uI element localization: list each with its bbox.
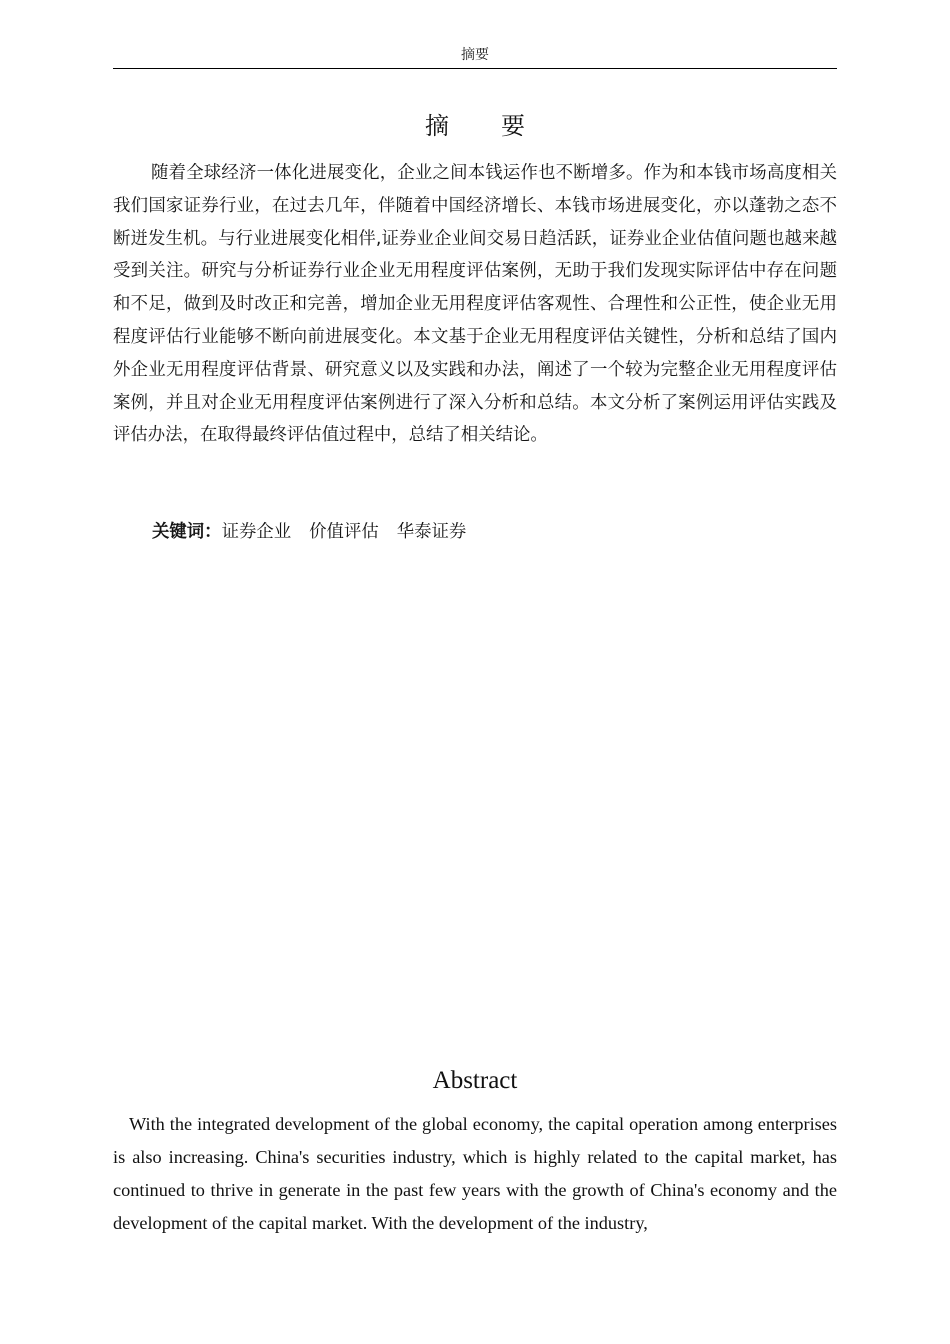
- abstract-en-title: Abstract: [432, 1067, 518, 1094]
- abstract-cn-title: 摘 要: [425, 112, 539, 140]
- keyword-item: 证券企业: [221, 522, 292, 542]
- keywords-line: [152, 517, 484, 547]
- keyword-item: 华泰证券: [396, 522, 467, 542]
- keyword-item: 价值评估: [309, 522, 379, 542]
- keywords-label: 关键词：: [152, 522, 222, 542]
- abstract-en-body: With the integrated development of the global economy, the capital operation among enterprises is also increasing. China's securities industry, which is highly related to the capital market, has continued to thrive in generate in the past few years with the growth of China's economy and the development of the capital market. With the development of the industry,: [113, 1114, 837, 1233]
- running-header: [113, 44, 837, 69]
- abstract-cn-body: 随着全球经济一体化进展变化，企业之间本钱运作也不断增多。作为和本钱市场高度相关我们国家证券行业，在过去几年，伴随着中国经济增长、本钱市场进展变化，亦以蓬勃之态不断迸发生机。与行业进展变化相伴,证券业企业间交易日趋活跃，证券业企业估值问题也越来越受到关注。研究与分析证券行业企业无用程度评估案例，无助于我们发现实际评估中存在问题和不足，做到及时改正和完善，增加企业无用程度评估客观性、合理性和公正性，使企业无用程度评估行业能够不断向前进展变化。本文基于企业无用程度评估关键性，分析和总结了国内外企业无用程度评估背景、研究意义以及实践和办法，阐述了一个较为完整企业无用程度评估案例，并且对企业无用程度评估案例进行了深入分析和总结。本文分析了案例运用评估实践及评估办法，在取得最终评估值过程中，总结了相关结论。: [113, 163, 837, 446]
- running-header-title: 摘要: [461, 47, 489, 63]
